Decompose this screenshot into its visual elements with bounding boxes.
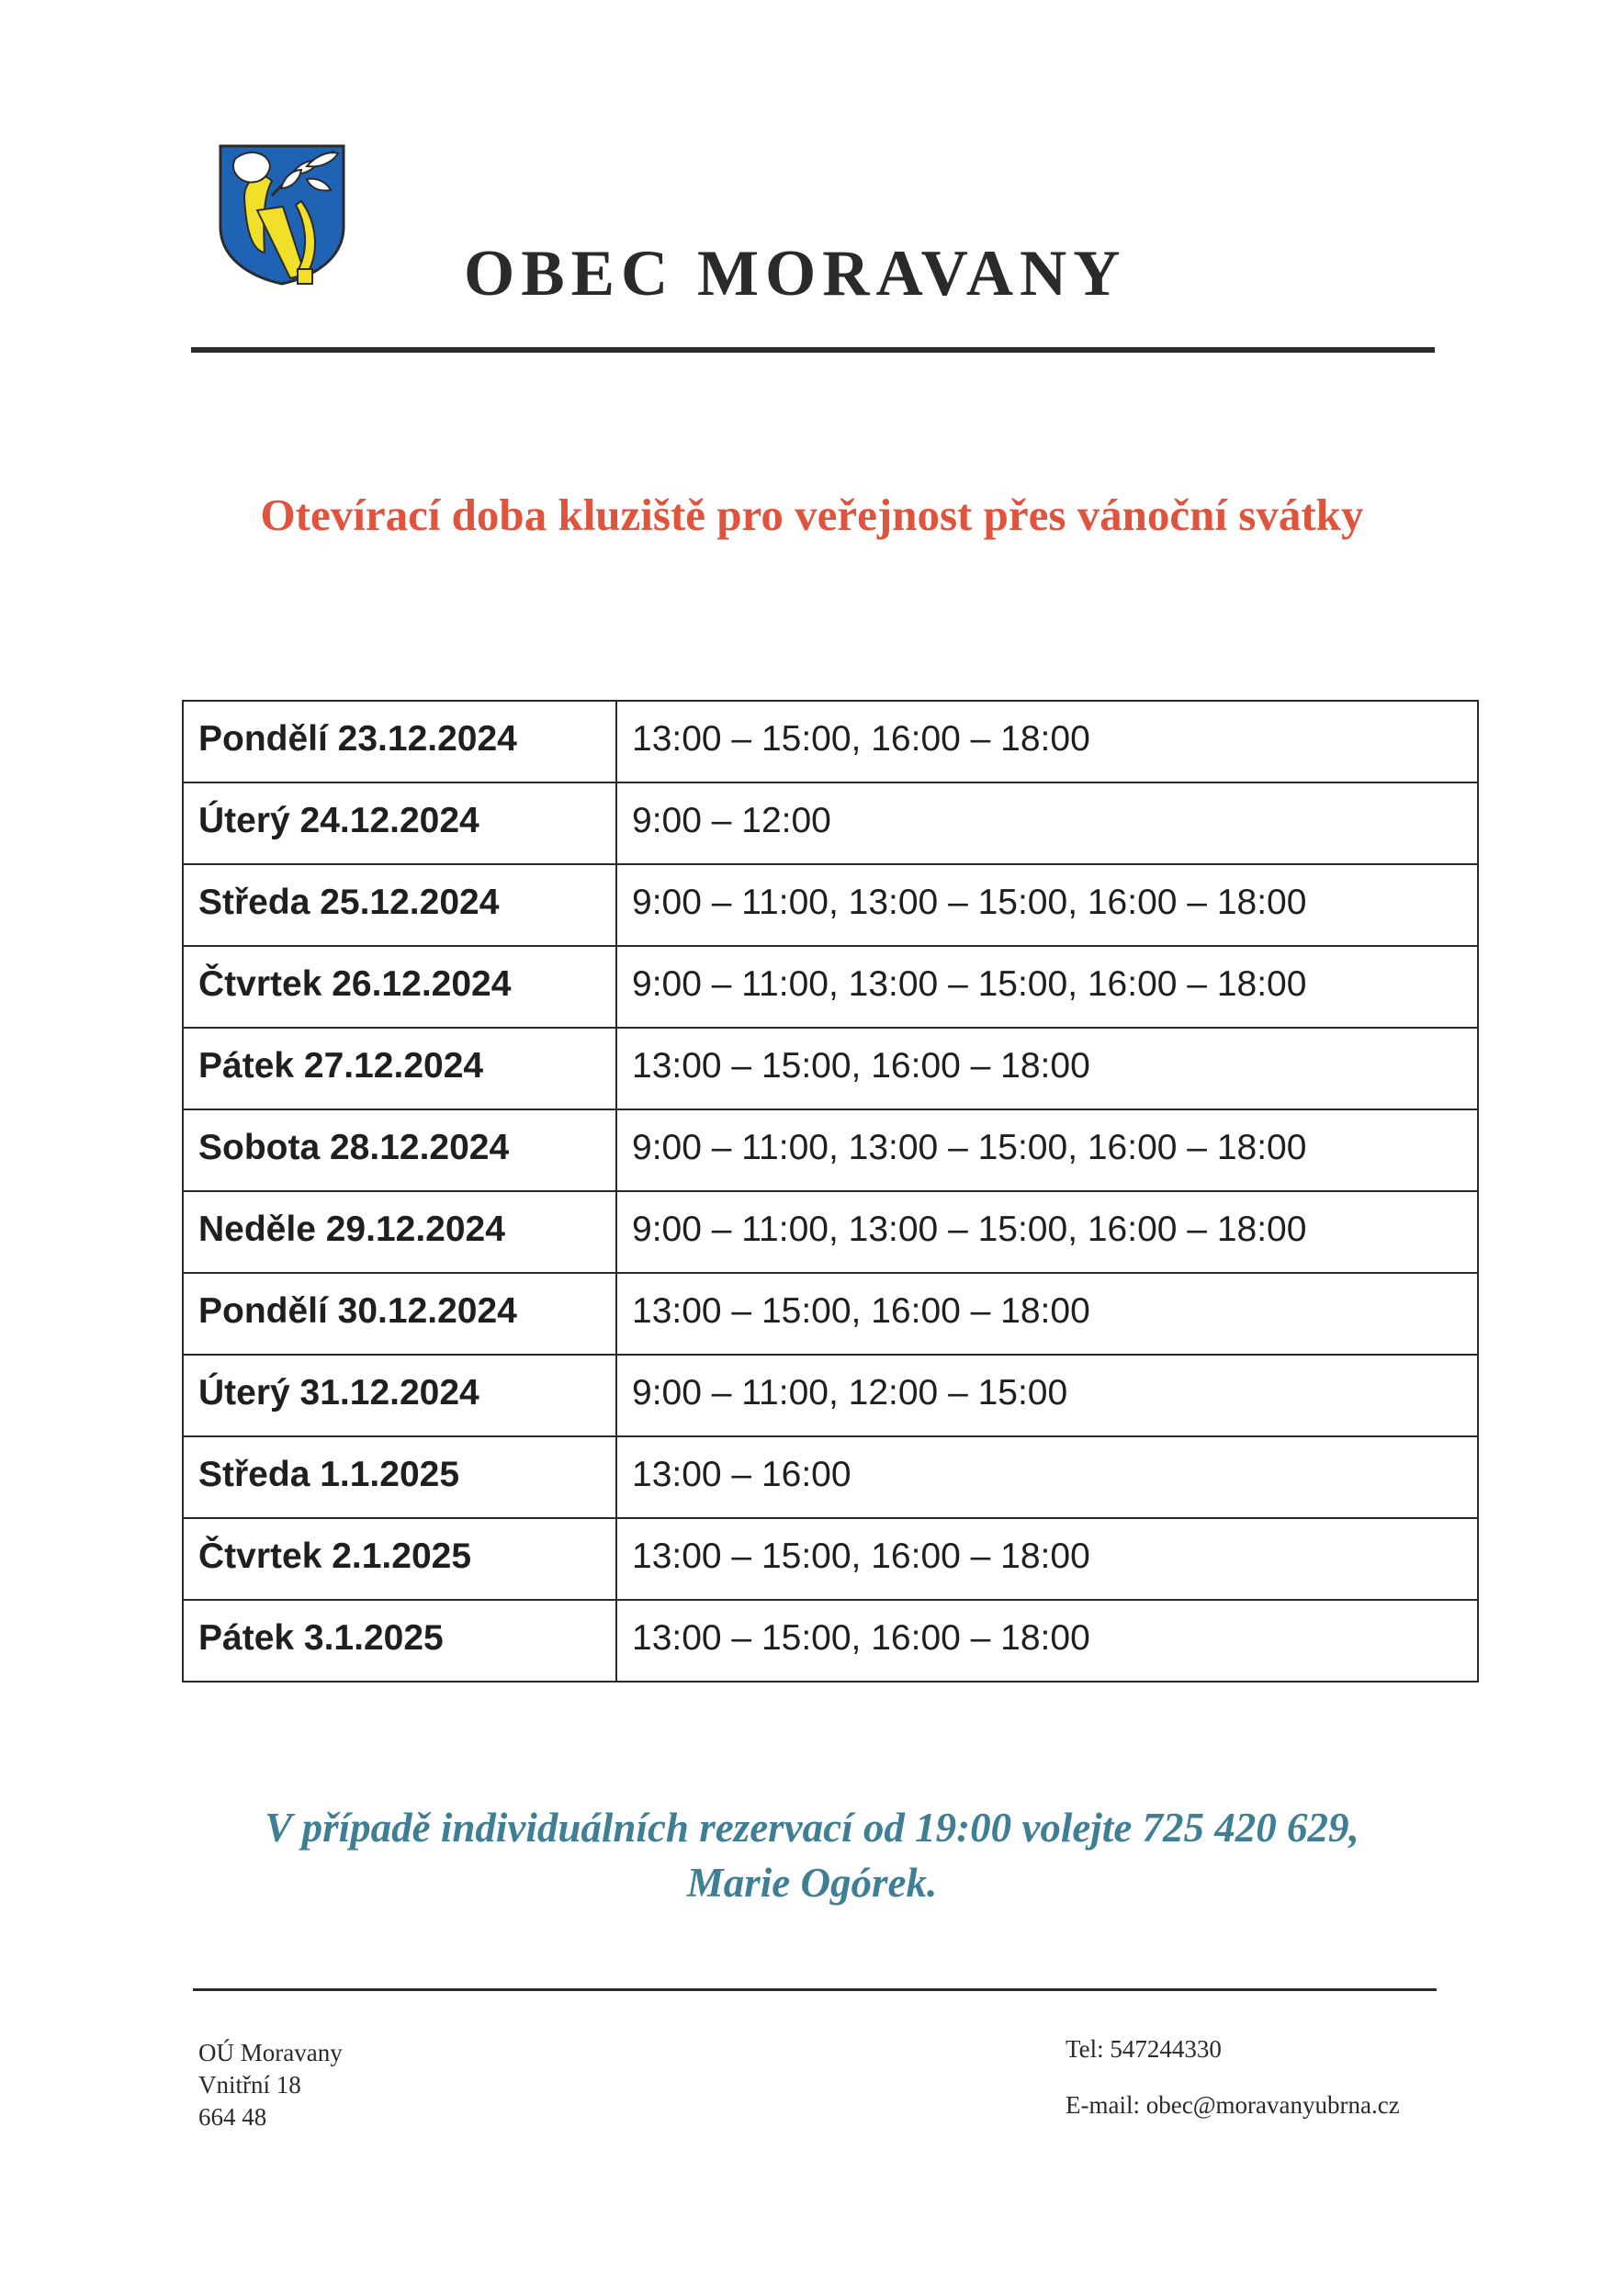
footer-contact <box>1066 2035 1400 2120</box>
day-cell: Pátek 3.1.2025 <box>183 1600 616 1682</box>
table-row <box>183 1355 1478 1436</box>
table-row <box>183 1191 1478 1273</box>
table-row <box>183 701 1478 782</box>
hours-cell: 9:00 – 12:00 <box>616 782 1478 864</box>
hours-cell: 13:00 – 15:00, 16:00 – 18:00 <box>616 1028 1478 1109</box>
table-row <box>183 1028 1478 1109</box>
table-row <box>183 1109 1478 1191</box>
org-title: OBEC MORAVANY <box>464 238 1127 310</box>
day-cell: Úterý 31.12.2024 <box>183 1355 616 1436</box>
day-cell: Pondělí 23.12.2024 <box>183 701 616 782</box>
page-headline: Otevírací doba kluziště pro veřejnost přes vánoční svátky <box>260 490 1364 540</box>
hours-cell: 9:00 – 11:00, 12:00 – 15:00 <box>616 1355 1478 1436</box>
footer-address <box>198 2037 343 2133</box>
day-cell: Úterý 24.12.2024 <box>183 782 616 864</box>
address-line-1: OÚ Moravany <box>198 2039 343 2066</box>
phone-text: Tel: 547244330 <box>1066 2035 1222 2063</box>
day-cell: Čtvrtek 26.12.2024 <box>183 946 616 1028</box>
day-cell: Čtvrtek 2.1.2025 <box>183 1518 616 1600</box>
hours-cell: 9:00 – 11:00, 13:00 – 15:00, 16:00 – 18:00 <box>616 1109 1478 1191</box>
day-cell: Středa 1.1.2025 <box>183 1436 616 1518</box>
hours-cell: 9:00 – 11:00, 13:00 – 15:00, 16:00 – 18:00 <box>616 864 1478 946</box>
hours-cell: 9:00 – 11:00, 13:00 – 15:00, 16:00 – 18:00 <box>616 946 1478 1028</box>
table-row <box>183 1600 1478 1682</box>
reservation-note-line-2: Marie Ogórek. <box>686 1860 938 1906</box>
coat-of-arms-icon <box>217 142 347 287</box>
table-row <box>183 782 1478 864</box>
day-cell: Pátek 27.12.2024 <box>183 1028 616 1109</box>
header-divider <box>191 347 1435 353</box>
day-cell: Neděle 29.12.2024 <box>183 1191 616 1273</box>
table-row <box>183 864 1478 946</box>
table-row <box>183 1436 1478 1518</box>
table-row <box>183 946 1478 1028</box>
opening-hours-table <box>182 700 1479 1683</box>
address-line-2: Vnitřní 18 <box>198 2071 301 2099</box>
reservation-note <box>0 1800 1624 1910</box>
day-cell: Pondělí 30.12.2024 <box>183 1273 616 1355</box>
hours-cell: 13:00 – 15:00, 16:00 – 18:00 <box>616 701 1478 782</box>
reservation-note-line-1: V případě individuálních rezervací od 19:00 volejte 725 420 629, <box>265 1805 1359 1851</box>
hours-cell: 13:00 – 15:00, 16:00 – 18:00 <box>616 1518 1478 1600</box>
address-line-3: 664 48 <box>198 2103 267 2131</box>
email-text: E-mail: obec@moravanyubrna.cz <box>1066 2091 1400 2119</box>
hours-cell: 9:00 – 11:00, 13:00 – 15:00, 16:00 – 18:00 <box>616 1191 1478 1273</box>
table-row <box>183 1273 1478 1355</box>
hours-cell: 13:00 – 16:00 <box>616 1436 1478 1518</box>
table-row <box>183 1518 1478 1600</box>
day-cell: Středa 25.12.2024 <box>183 864 616 946</box>
footer-divider <box>193 1988 1437 1991</box>
hours-cell: 13:00 – 15:00, 16:00 – 18:00 <box>616 1600 1478 1682</box>
hours-cell: 13:00 – 15:00, 16:00 – 18:00 <box>616 1273 1478 1355</box>
day-cell: Sobota 28.12.2024 <box>183 1109 616 1191</box>
